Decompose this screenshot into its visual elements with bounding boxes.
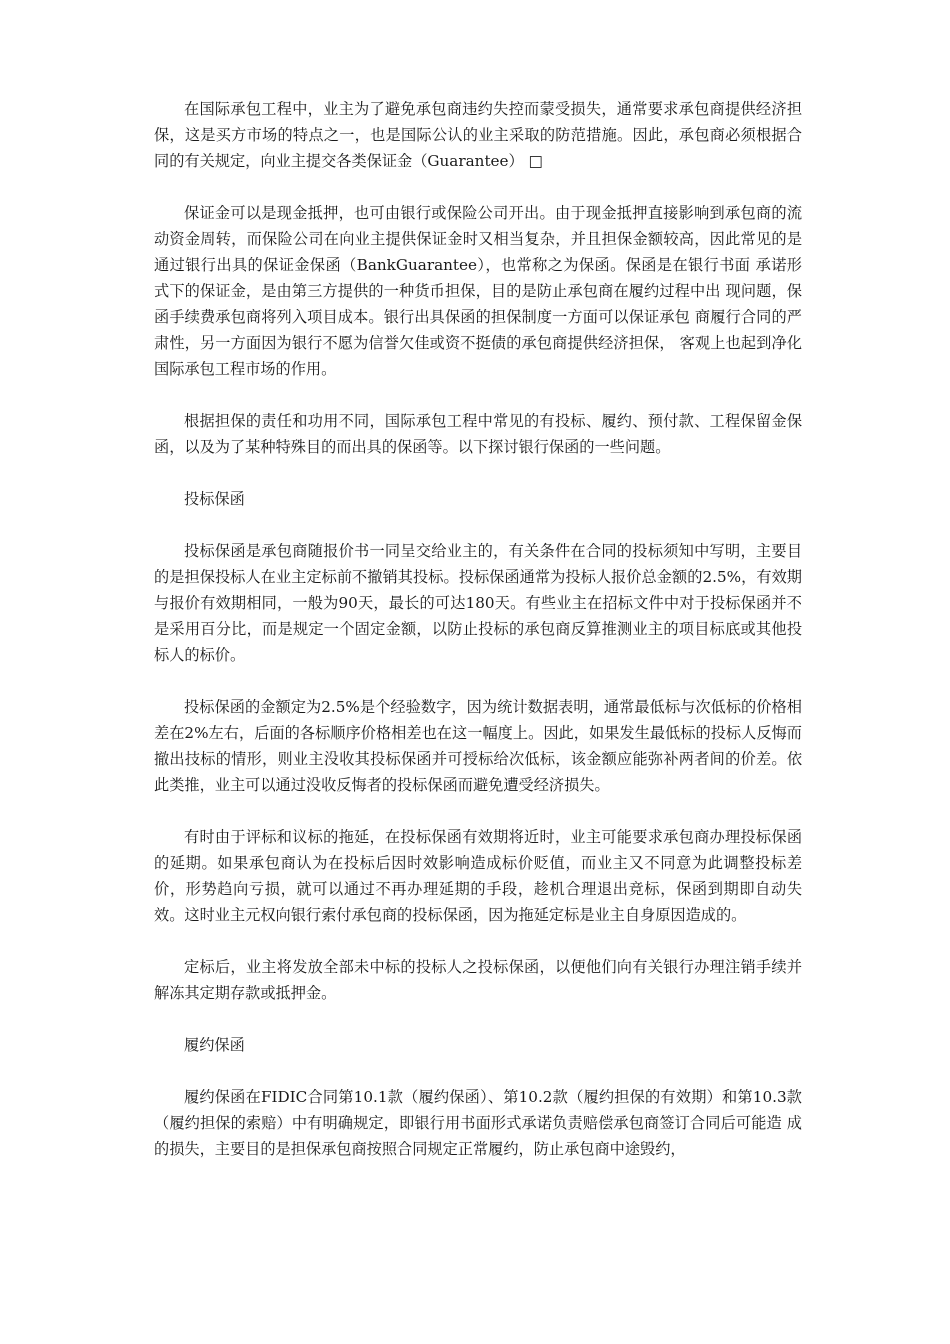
paragraph-performance-bond: 履约保函在FIDIC合同第10.1款（履约保函）、第10.2款（履约担保的有效期）和第10.3款 （履约担保的索赔）中有明确规定，即银行用书面形式承诺负责赔偿承包商签订合同后可能造 成的损失，主要目的是担保承包商按照合同规定正常履约，防止承包商中途毁约， [154,1088,802,1158]
paragraph-bid-bond-definition: 投标保函是承包商随报价书一同呈交给业主的，有关条件在合同的投标须知中写明，主要目的是担保投标人在业主定标前不撤销其投标。投标保函通常为投标人报价总金额的2.5%，有效期与报价有效期相同，一般为90天，最长的可达180天。有些业主在招标文件中对于投标保函并不是采用百分比，而是规定一个固定金额，以防止投标的承包商反算推测业主的项目标底或其他投标人的标价。 [154,542,802,664]
paragraph-bid-bond-amount: 投标保函的金额定为2.5%是个经验数字，因为统计数据表明，通常最低标与次低标的价格相差在2%左右，后面的各标顺序价格相差也在这一幅度上。因此，如果发生最低标的投标人反悔而撤出技标的情形，则业主没收其投标保函并可授标给次低标，该金额应能弥补两者间的价差。依此类推，业主可以通过没收反悔者的投标保函而避免遭受经济损失。 [154,698,802,794]
paragraph-guarantee-forms: 保证金可以是现金抵押，也可由银行或保险公司开出。由于现金抵押直接影响到承包商的流动资金周转，而保险公司在向业主提供保证金时又相当复杂，并且担保金额较高，因此常见的是通过银行出具的保证金保函（BankGuarantee），也常称之为保函。保函是在银行书面 承诺形式下的保证金，是由第三方提供的一种货币担保，目的是防止承包商在履约过程中出 现问题，保函手续费承包商将列入项目成本。银行出具保函的担保制度一方面可以保证承包 商履行合同的严肃性，另一方面因为银行不愿为信誉欠佳或资不挺债的承包商提供经济担保， 客观上也起到净化国际承包工程市场的作用。 [154,204,802,378]
section-heading-performance-bond: 履约保函 [184,1036,245,1054]
paragraph-intro: 在国际承包工程中，业主为了避免承包商违约失控而蒙受损失，通常要求承包商提供经济担保，这是买方市场的特点之一，也是国际公认的业主采取的防范措施。因此，承包商必须根据合同的有关规定，向业主提交各类保证金（Guarantee） □ [154,100,802,170]
paragraph-bid-bond-extension: 有时由于评标和议标的拖延，在投标保函有效期将近时，业主可能要求承包商办理投标保函的延期。如果承包商认为在投标后因时效影响造成标价贬值，而业主又不同意为此调整投标差价，形势趋向亏损，就可以通过不再办理延期的手段，趁机合理退出竞标，保函到期即自动失效。这时业主元权向银行索付承包商的投标保函，因为拖延定标是业主自身原因造成的。 [154,828,802,924]
document-body [154,96,802,1188]
paragraph-bid-bond-release: 定标后，业主将发放全部未中标的投标人之投标保函，以便他们向有关银行办理注销手续并解冻其定期存款或抵押金。 [154,958,802,1002]
section-heading-bid-bond: 投标保函 [184,490,245,508]
paragraph-guarantee-types: 根据担保的责任和功用不同，国际承包工程中常见的有投标、履约、预付款、工程保留金保函，以及为了某种特殊目的而出具的保函等。以下探讨银行保函的一些问题。 [154,412,802,456]
